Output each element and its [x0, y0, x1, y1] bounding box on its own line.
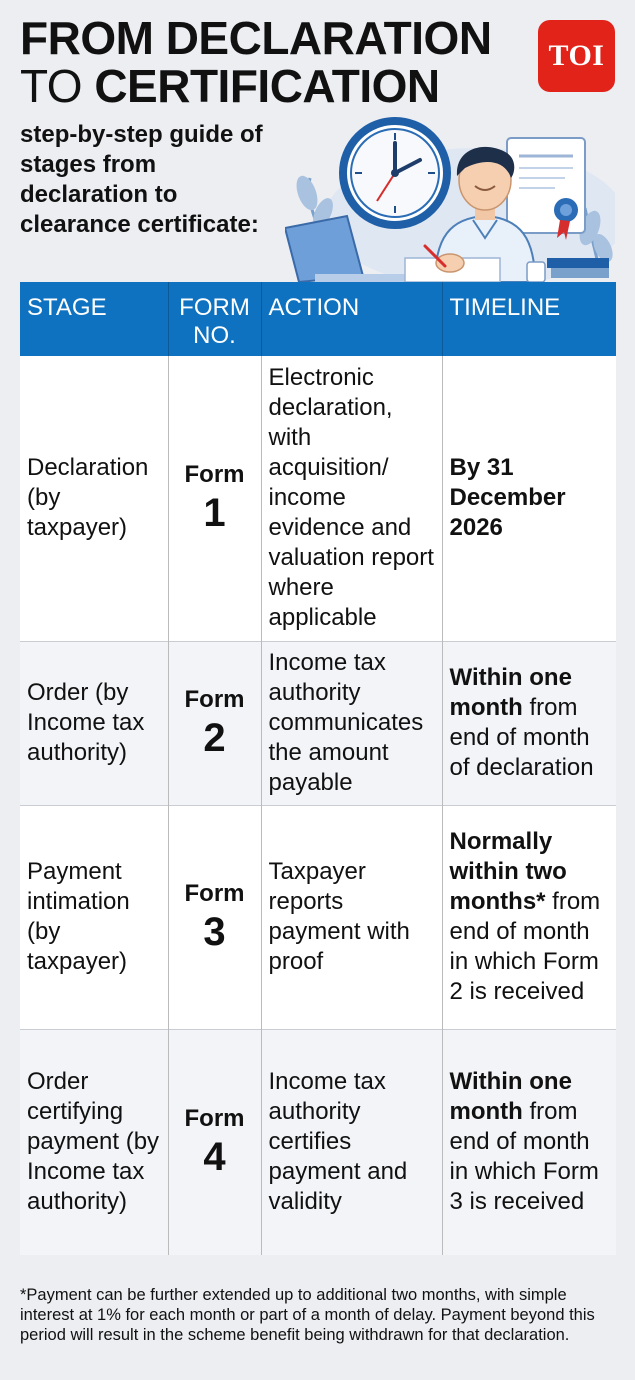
table-row [20, 356, 616, 641]
action-cell: Electronic declaration, with acquisition/ income evidence and valuation report where applicable [261, 356, 442, 641]
timeline-rest: from end of month in which Form 2 is received [449, 888, 601, 1005]
title-line-2-bold: CERTIFICATION [94, 60, 440, 112]
page-title [20, 14, 540, 110]
table-row [20, 641, 616, 805]
stage-cell: Order certifying payment (by Income tax authority) [20, 1029, 168, 1255]
form-number: 4 [203, 1135, 226, 1180]
timeline-bold: Normally within two months* [449, 828, 567, 915]
form-number: 1 [203, 491, 226, 536]
action-cell: Income tax authority certifies payment and validity [261, 1029, 442, 1255]
stages-table [20, 282, 616, 1255]
timeline-cell [442, 356, 616, 641]
form-label: Form [184, 461, 245, 489]
timeline-cell [442, 641, 616, 805]
form-cell [168, 356, 261, 641]
form-number: 3 [203, 910, 226, 954]
header-stage: STAGE [20, 282, 168, 356]
header-action: ACTION [261, 282, 442, 356]
table-row [20, 1029, 616, 1255]
stage-cell: Declaration (by taxpayer) [20, 356, 168, 641]
form-cell [168, 641, 261, 805]
timeline-bold: Within one month [449, 1068, 572, 1126]
action-cell: Taxpayer reports payment with proof [261, 805, 442, 1029]
title-line-1: FROM DECLARATION [20, 12, 492, 64]
timeline-bold: Within one month [449, 664, 572, 721]
timeline-bold: By 31 December 2026 [449, 454, 566, 542]
timeline-rest: from end of month of declaration [449, 694, 594, 781]
title-line-2-light: TO [20, 60, 95, 112]
timeline-rest: from end of month in which Form 3 is received [449, 1098, 599, 1216]
form-label: Form [184, 880, 245, 907]
form-label: Form [184, 1105, 245, 1133]
toi-logo: TOI [538, 20, 615, 92]
subtitle: step-by-step guide of stages from declaration to clearance certificate: [20, 121, 263, 238]
man-writing-illustration-icon [285, 98, 615, 282]
footnote: *Payment can be further extended up to additional two months, with simple interest at 1% for each month or part of a month of delay. Payment beyond this period will result in the scheme benefit being withdrawn for that declaration. [20, 1286, 595, 1344]
header-form-no: FORM NO. [168, 282, 261, 356]
stage-cell: Payment intimation (by taxpayer) [20, 805, 168, 1029]
stage-cell: Order (by Income tax authority) [20, 641, 168, 805]
table-header-row [20, 282, 616, 356]
table-row [20, 805, 616, 1029]
form-cell [168, 1029, 261, 1255]
form-number: 2 [203, 716, 226, 760]
action-cell: Income tax authority communicates the amount payable [261, 641, 442, 805]
header-timeline: TIMELINE [442, 282, 616, 356]
timeline-cell [442, 1029, 616, 1255]
form-label: Form [184, 686, 245, 713]
timeline-cell [442, 805, 616, 1029]
form-cell [168, 805, 261, 1029]
